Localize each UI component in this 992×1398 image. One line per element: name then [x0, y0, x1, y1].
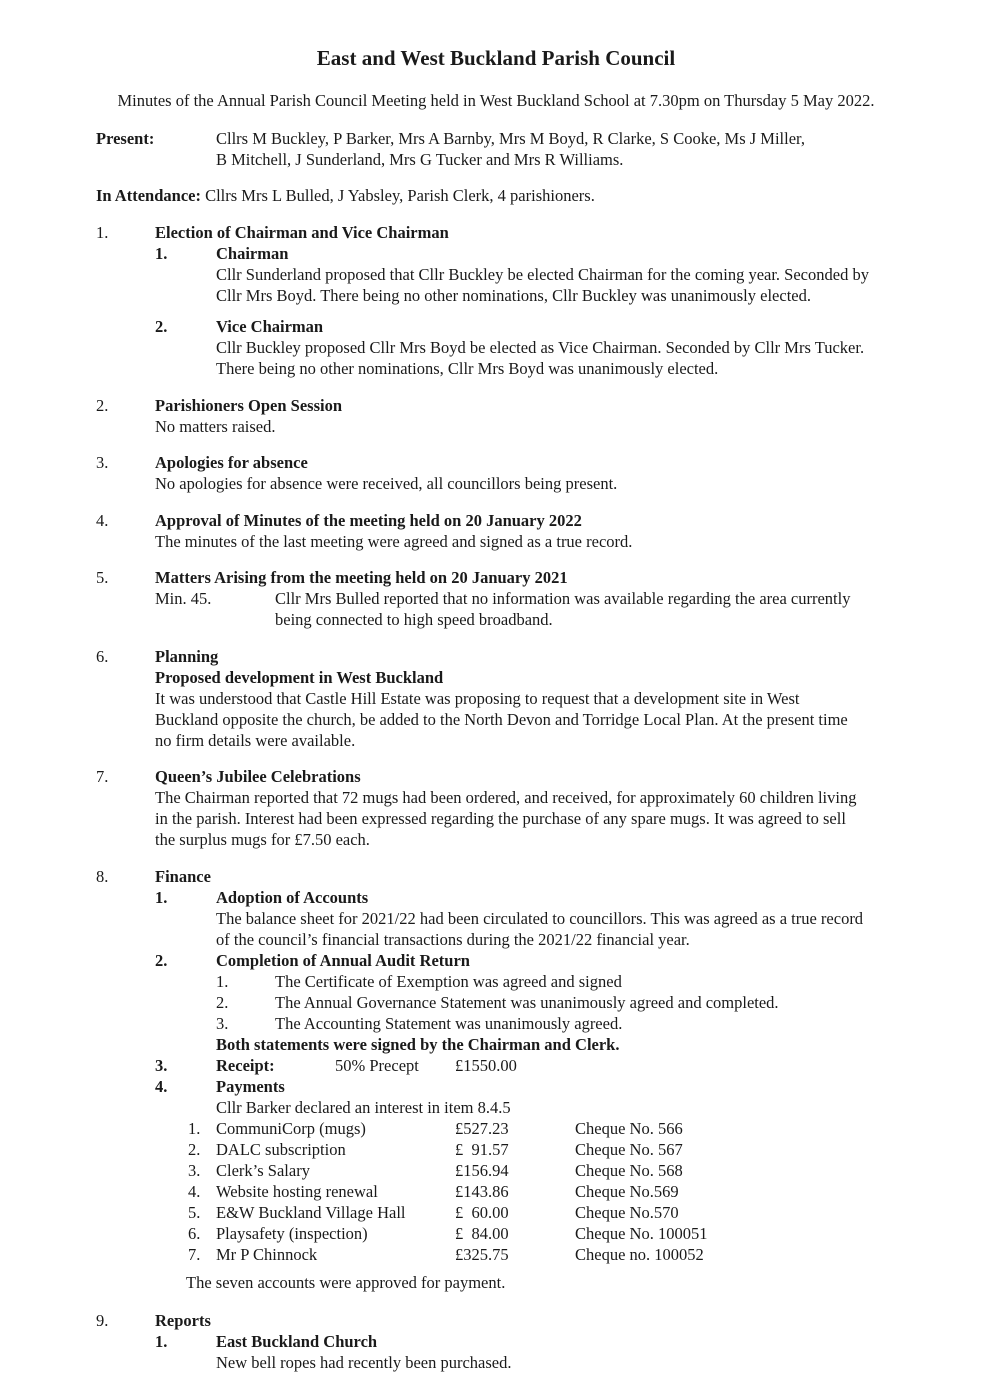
- payment-amount: £527.23: [455, 1119, 509, 1138]
- payment-cheque: Cheque No. 100051: [575, 1224, 708, 1243]
- payment-number: 7.: [188, 1245, 201, 1264]
- payment-payee: DALC subscription: [216, 1140, 346, 1159]
- item-3-heading: Apologies for absence: [155, 453, 308, 472]
- item-8-2-point-1-text: The Certificate of Exemption was agreed and signed: [275, 972, 622, 991]
- payment-payee: Website hosting renewal: [216, 1182, 378, 1201]
- payment-cheque: Cheque No. 568: [575, 1161, 683, 1180]
- attendance-row: [96, 185, 595, 206]
- document-title: East and West Buckland Parish Council: [316, 46, 676, 70]
- item-1-2-line-2: There being no other nominations, Cllr Mrs Boyd was unanimously elected.: [216, 359, 719, 378]
- item-8-1-line-1: The balance sheet for 2021/22 had been circulated to councillors. This was agreed as a true record: [216, 909, 864, 928]
- item-9-1-heading: East Buckland Church: [216, 1332, 378, 1351]
- item-7-line-1: The Chairman reported that 72 mugs had been ordered, and received, for approximately 60 children living: [155, 788, 857, 807]
- payment-amount: £325.75: [455, 1245, 509, 1264]
- item-9-1-number: 1.: [155, 1332, 168, 1351]
- payment-cheque: Cheque No.569: [575, 1182, 679, 1201]
- item-7-line-3: the surplus mugs for £7.50 each.: [155, 830, 370, 849]
- item-6-line-1: It was understood that Castle Hill Estate was proposing to request that a development site in West: [155, 689, 800, 708]
- item-6-subheading: Proposed development in West Buckland: [155, 668, 444, 687]
- item-4-text: The minutes of the last meeting were agreed and signed as a true record.: [155, 532, 633, 551]
- item-8-3-amount: £1550.00: [455, 1056, 517, 1075]
- payment-amount: £143.86: [455, 1182, 509, 1201]
- payment-number: 3.: [188, 1161, 201, 1180]
- item-8-2-point-1-number: 1.: [216, 972, 229, 991]
- item-8-1-line-2: of the council’s financial transactions during the 2021/22 financial year.: [216, 930, 690, 949]
- item-8-4-interest-note: Cllr Barker declared an interest in item 8.4.5: [216, 1098, 511, 1117]
- item-5-number: 5.: [96, 568, 109, 587]
- payment-number: 2.: [188, 1140, 201, 1159]
- payment-number: 5.: [188, 1203, 201, 1222]
- item-1-1-line-1: Cllr Sunderland proposed that Cllr Buckley be elected Chairman for the coming year. Seconded by: [216, 265, 869, 284]
- payment-amount: £ 91.57: [455, 1140, 509, 1159]
- attendance-label: In Attendance:: [96, 186, 201, 205]
- item-5-line-2: being connected to high speed broadband.: [275, 610, 553, 629]
- item-9-heading: Reports: [155, 1311, 211, 1330]
- item-8-1-number: 1.: [155, 888, 168, 907]
- item-8-2-number: 2.: [155, 951, 168, 970]
- meeting-subtitle: Minutes of the Annual Parish Council Meeting held in West Buckland School at 7.30pm on Thursday 5 May 2022.: [117, 91, 875, 110]
- item-8-2-point-3-text: The Accounting Statement was unanimously agreed.: [275, 1014, 623, 1033]
- item-5-line-1: Cllr Mrs Bulled reported that no information was available regarding the area currently: [275, 589, 851, 608]
- payment-cheque: Cheque No.570: [575, 1203, 679, 1222]
- item-5-heading: Matters Arising from the meeting held on 20 January 2021: [155, 568, 568, 587]
- item-1-2-line-1: Cllr Buckley proposed Cllr Mrs Boyd be elected as Vice Chairman. Seconded by Cllr Mrs Tucker.: [216, 338, 865, 357]
- item-6-line-2: Buckland opposite the church, be added to the North Devon and Torridge Local Plan. At the present time: [155, 710, 848, 729]
- item-1-1-line-2: Cllr Mrs Boyd. There being no other nominations, Cllr Buckley was unanimously elected.: [216, 286, 811, 305]
- item-8-4-heading: Payments: [216, 1077, 285, 1096]
- item-2-number: 2.: [96, 396, 109, 415]
- payment-number: 6.: [188, 1224, 201, 1243]
- item-8-3-number: 3.: [155, 1056, 168, 1075]
- item-2-text: No matters raised.: [155, 417, 276, 436]
- payment-number: 1.: [188, 1119, 201, 1138]
- item-6-number: 6.: [96, 647, 109, 666]
- item-8-2-point-3-number: 3.: [216, 1014, 229, 1033]
- item-8-heading: Finance: [155, 867, 211, 886]
- item-1-number: 1.: [96, 223, 109, 242]
- item-9-1-text: New bell ropes had recently been purchased.: [216, 1353, 512, 1372]
- payment-payee: CommuniCorp (mugs): [216, 1119, 366, 1138]
- payment-cheque: Cheque No. 566: [575, 1119, 683, 1138]
- payment-cheque: Cheque no. 100052: [575, 1245, 704, 1264]
- payment-payee: E&W Buckland Village Hall: [216, 1203, 406, 1222]
- item-8-2-heading: Completion of Annual Audit Return: [216, 951, 470, 970]
- item-6-line-3: no firm details were available.: [155, 731, 356, 750]
- item-2-heading: Parishioners Open Session: [155, 396, 343, 415]
- present-line-1: Cllrs M Buckley, P Barker, Mrs A Barnby, Mrs M Boyd, R Clarke, S Cooke, Ms J Miller,: [216, 129, 806, 148]
- item-8-2-point-2-text: The Annual Governance Statement was unanimously agreed and completed.: [275, 993, 779, 1012]
- payments-approved-note: The seven accounts were approved for payment.: [186, 1273, 506, 1292]
- item-3-number: 3.: [96, 453, 109, 472]
- item-8-4-number: 4.: [155, 1077, 168, 1096]
- item-1-1-heading: Chairman: [216, 244, 289, 263]
- item-1-2-number: 2.: [155, 317, 168, 336]
- item-1-2-heading: Vice Chairman: [216, 317, 324, 336]
- item-8-2-point-2-number: 2.: [216, 993, 229, 1012]
- payment-amount: £ 60.00: [455, 1203, 509, 1222]
- item-8-number: 8.: [96, 867, 109, 886]
- item-7-heading: Queen’s Jubilee Celebrations: [155, 767, 361, 786]
- payment-payee: Playsafety (inspection): [216, 1224, 368, 1243]
- item-6-heading: Planning: [155, 647, 219, 666]
- present-label: Present:: [96, 129, 155, 148]
- item-8-3-description: 50% Precept: [335, 1056, 419, 1075]
- item-3-text: No apologies for absence were received, all councillors being present.: [155, 474, 618, 493]
- item-8-1-heading: Adoption of Accounts: [216, 888, 369, 907]
- item-9-number: 9.: [96, 1311, 109, 1330]
- payment-payee: Mr P Chinnock: [216, 1245, 318, 1264]
- payment-amount: £ 84.00: [455, 1224, 509, 1243]
- item-1-heading: Election of Chairman and Vice Chairman: [155, 223, 449, 242]
- item-7-number: 7.: [96, 767, 109, 786]
- item-8-2-summary: Both statements were signed by the Chairman and Clerk.: [216, 1035, 620, 1054]
- attendance-text: Cllrs Mrs L Bulled, J Yabsley, Parish Clerk, 4 parishioners.: [205, 186, 595, 205]
- payment-number: 4.: [188, 1182, 201, 1201]
- item-5-minute-ref: Min. 45.: [155, 589, 212, 608]
- item-4-number: 4.: [96, 511, 109, 530]
- payment-payee: Clerk’s Salary: [216, 1161, 310, 1180]
- payment-cheque: Cheque No. 567: [575, 1140, 683, 1159]
- present-line-2: B Mitchell, J Sunderland, Mrs G Tucker and Mrs R Williams.: [216, 150, 624, 169]
- item-7-line-2: in the parish. Interest had been expressed regarding the purchase of any spare mugs. It was agreed to sell: [155, 809, 846, 828]
- item-1-1-number: 1.: [155, 244, 168, 263]
- item-4-heading: Approval of Minutes of the meeting held on 20 January 2022: [155, 511, 582, 530]
- payment-amount: £156.94: [455, 1161, 509, 1180]
- item-8-3-label: Receipt:: [216, 1056, 275, 1075]
